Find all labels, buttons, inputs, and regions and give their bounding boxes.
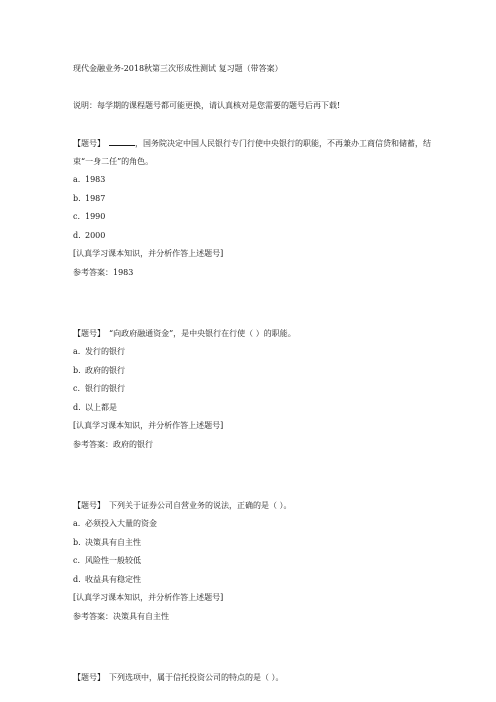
option-text: 银行的银行: [85, 384, 125, 393]
option-text: 必须投入大量的资金: [85, 519, 157, 528]
question-stem: [73, 497, 433, 515]
question-text: 下列关于证券公司自营业务的说法，正确的是（ ）。: [109, 501, 292, 510]
study-hint: [认真学习课本知识，并分析作答上述题号]: [73, 593, 224, 602]
option-letter: d.: [73, 402, 81, 412]
question-stem: [73, 135, 433, 171]
option-d: [73, 227, 433, 246]
option-text: 政府的银行: [85, 365, 125, 375]
question-tag: 【题号】: [73, 673, 105, 682]
reference-answer: 参考答案：决策具有自主性: [73, 611, 169, 621]
question-tag: 【题号】: [73, 501, 105, 510]
question-text: “向政府融通资金”，是中央银行在行使（ ）的职能。: [109, 329, 296, 338]
document-title: 现代金融业务-2018秋第三次形成性测试 复习题（带答案）: [73, 64, 283, 73]
option-letter: b.: [73, 365, 81, 375]
option-b: [73, 534, 433, 553]
option-letter: a.: [73, 519, 81, 528]
option-text: 2000: [85, 230, 106, 240]
question-block: [73, 669, 433, 687]
option-c: [73, 552, 433, 571]
question-tag: 【题号】: [73, 139, 105, 148]
option-text: 发行的银行: [85, 347, 125, 356]
question-text: 下列选项中，属于信托投资公司的特点的是（ ）。: [109, 673, 284, 682]
question-block: [73, 497, 433, 626]
option-text: 收益具有稳定性: [85, 574, 141, 584]
question-stem: [73, 669, 433, 687]
question-block: [73, 135, 433, 282]
option-text: 决策具有自主性: [85, 537, 141, 547]
study-hint: [认真学习课本知识，并分析作答上述题号]: [73, 421, 224, 430]
option-c: [73, 208, 433, 227]
option-letter: b.: [73, 193, 81, 203]
option-text: 1983: [85, 175, 106, 184]
option-letter: c.: [73, 212, 81, 221]
option-a: [73, 343, 433, 362]
option-letter: c.: [73, 384, 81, 393]
option-letter: d.: [73, 574, 81, 584]
option-letter: a.: [73, 347, 81, 356]
option-letter: d.: [73, 230, 81, 240]
option-letter: c.: [73, 556, 81, 565]
option-d: [73, 399, 433, 418]
option-text: 1987: [85, 193, 106, 203]
question-block: [73, 325, 433, 454]
question-tag: 【题号】: [73, 329, 105, 338]
option-b: [73, 362, 433, 381]
question-stem: [73, 325, 433, 343]
document-page: [73, 63, 433, 687]
option-c: [73, 380, 433, 399]
option-b: [73, 190, 433, 209]
reference-answer: 参考答案：1983: [73, 267, 134, 277]
question-text: ，国务院决定中国人民银行专门行使中央银行的职能，不再兼办工商信贷和储蓄，结束“一身二任”的角色。: [73, 139, 431, 166]
option-text: 以上都是: [85, 402, 117, 412]
option-text: 风险性一般较低: [85, 556, 141, 565]
option-a: [73, 515, 433, 534]
download-notice: 说明：每学期的课程题号都可能更换，请认真核对是您需要的题号后再下载!: [73, 101, 341, 110]
option-a: [73, 171, 433, 190]
study-hint: [认真学习课本知识，并分析作答上述题号]: [73, 249, 224, 258]
reference-answer: 参考答案：政府的银行: [73, 439, 153, 449]
option-d: [73, 571, 433, 590]
fill-blank: [109, 137, 135, 146]
option-text: 1990: [85, 212, 106, 221]
option-letter: a.: [73, 175, 81, 184]
option-letter: b.: [73, 537, 81, 547]
